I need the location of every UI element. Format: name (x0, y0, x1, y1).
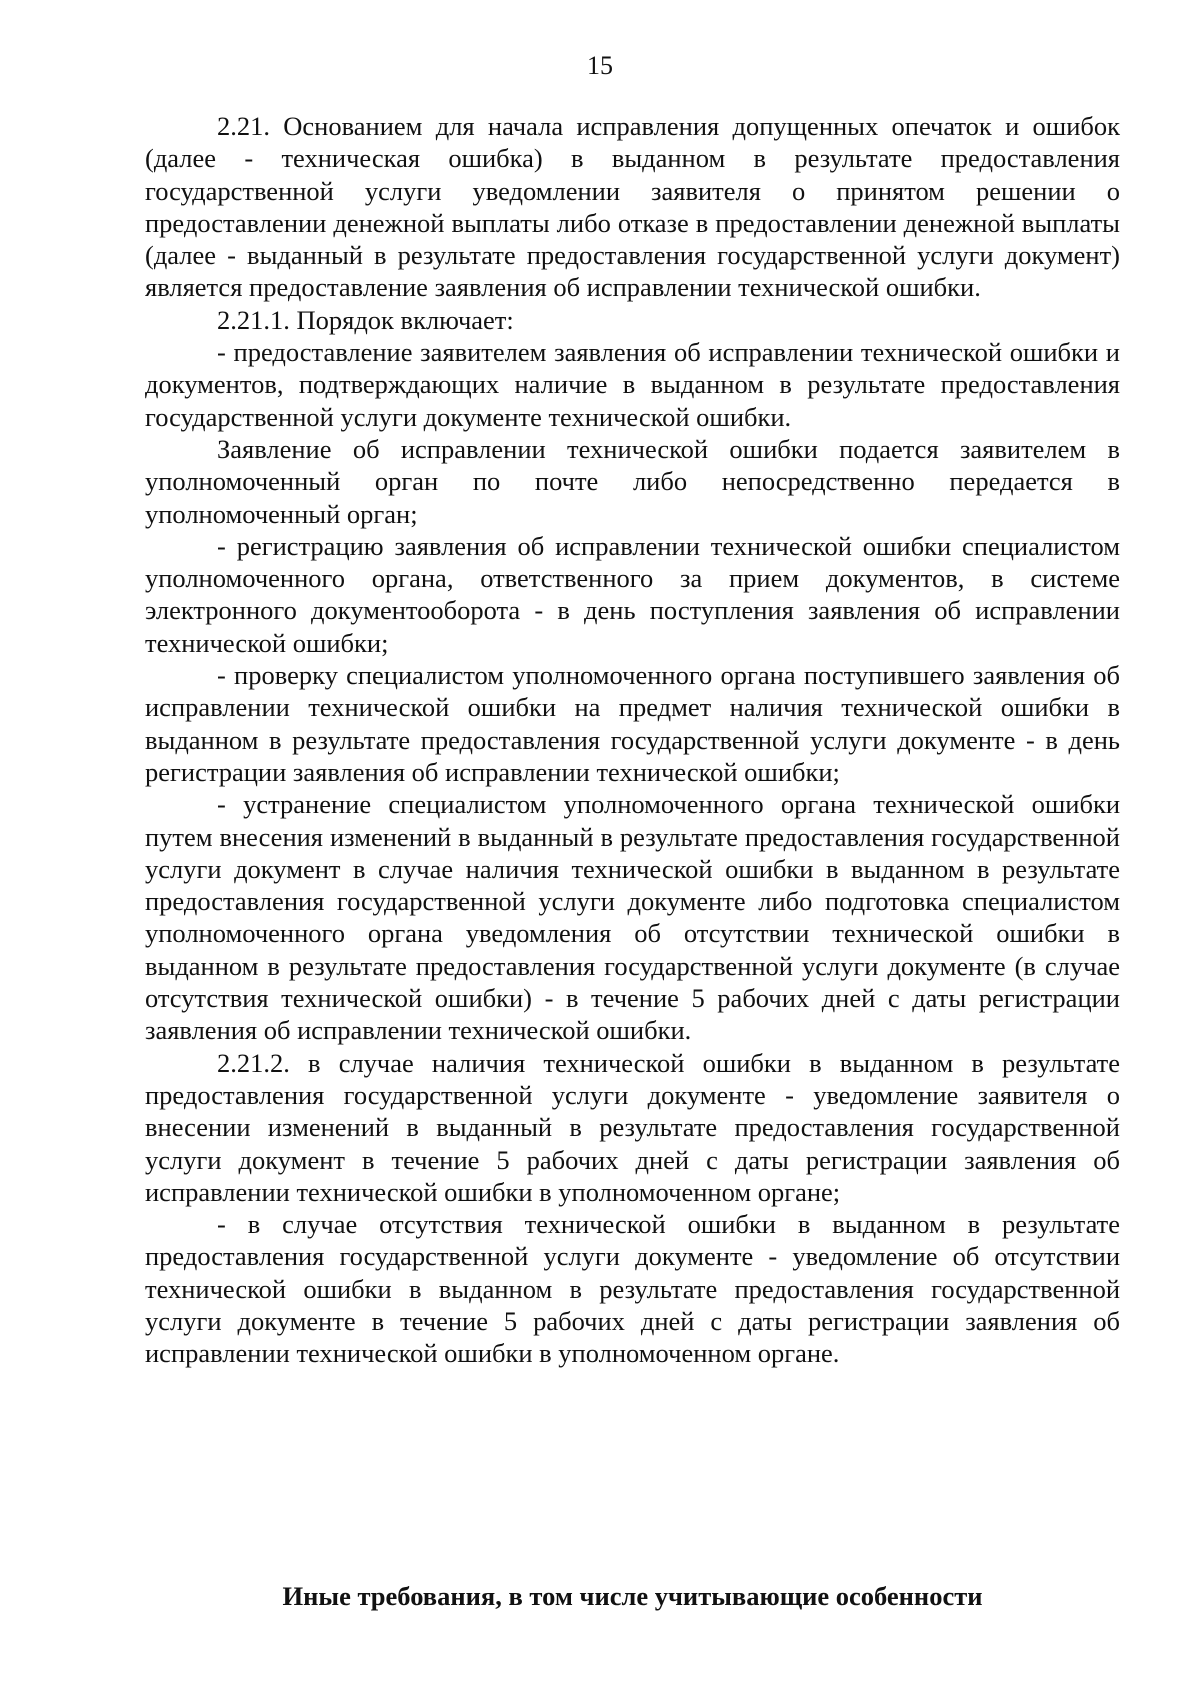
document-body (145, 110, 1120, 1370)
paragraph-2-21-2: 2.21.2. в случае наличия технической ошибки в выданном в результате предоставления государственной услуги документе - уведомление заявителя о внесении изменений в выданный в результате предоставления государственной услуги документ в течение 5 рабочих дней с даты регистрации заявления об исправлении технической ошибки в уполномоченном органе; (145, 1047, 1120, 1207)
paragraph-2-21: 2.21. Основанием для начала исправления допущенных опечаток и ошибок (далее - техническая ошибка) в выданном в результате предоставления государственной услуги уведомлении заявителя о принятом решении о предоставлении денежной выплаты либо отказе в предоставлении денежной выплаты (далее - выданный в результате предоставления государственной услуги документ) является предоставление заявления об исправлении технической ошибки. (145, 111, 1120, 303)
paragraph-verification: - проверку специалистом уполномоченного органа поступившего заявления об исправлении технической ошибки на предмет наличия технической ошибки в выданном в результате предоставления государственной услуги документе - в день регистрации заявления об исправлении технической ошибки; (145, 660, 1120, 787)
paragraph-submission: - предоставление заявителем заявления об исправлении технической ошибки и документов, подтверждающих наличие в выданном в результате предоставления государственной услуги документе технической ошибки. (145, 337, 1120, 432)
section-heading: Иные требования, в том числе учитывающие особенности (282, 1581, 983, 1611)
paragraph-registration: - регистрацию заявления об исправлении технической ошибки специалистом уполномоченного органа, ответственного за прием документов, в системе электронного документооборота - в день поступления заявления об исправлении технической ошибки; (145, 530, 1120, 658)
paragraph-correction: - устранение специалистом уполномоченного органа технической ошибки путем внесения изменений в выданный в результате предоставления государственной услуги документ в случае наличия технической ошибки в выданном в результате предоставления государственной услуги документе либо подготовка специалистом уполномоченного органа уведомления об отсутствии технической ошибки в выданном в результате предоставления государственной услуги документе (в случае отсутствия технической ошибки) - в течение 5 рабочих дней с даты регистрации заявления об исправлении технической ошибки. (145, 789, 1120, 1046)
paragraph-no-error: - в случае отсутствия технической ошибки в выданном в результате предоставления государственной услуги документе - уведомление об отсутствии технической ошибки в выданном в результате предоставления государственной услуги документе в течение 5 рабочих дней с даты регистрации заявления об исправлении технической ошибки в уполномоченном органе. (145, 1209, 1120, 1369)
page-number: 15 (587, 51, 613, 80)
paragraph-application-filing: Заявление об исправлении технической ошибки подается заявителем в уполномоченный орган по почте либо непосредственно передается в уполномоченный орган; (145, 433, 1120, 529)
paragraph-2-21-1: 2.21.1. Порядок включает: (217, 304, 514, 335)
